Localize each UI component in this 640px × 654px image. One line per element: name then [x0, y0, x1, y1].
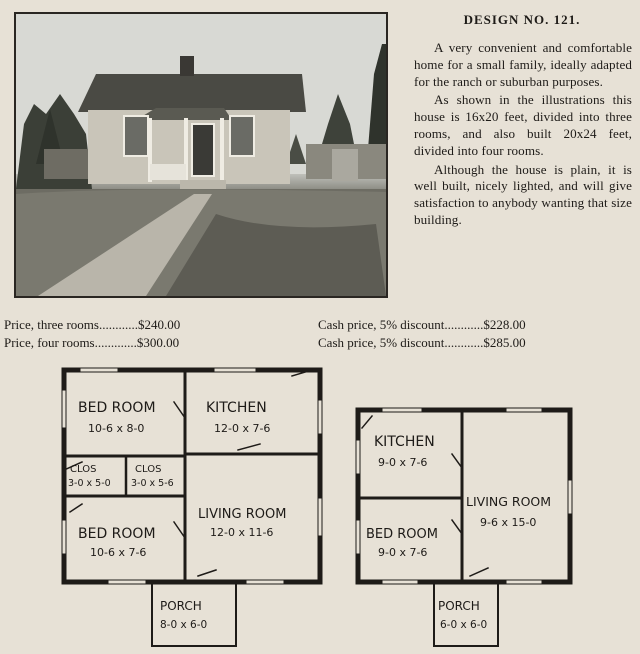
closet-1-name: CLOS [70, 464, 97, 475]
living-room-name: LIVING ROOM [466, 494, 552, 509]
closet-2-name: CLOS [135, 464, 162, 475]
price-value: $300.00 [136, 335, 180, 350]
description-paragraph: Although the house is plain, it is well built, nicely lighted, and will give satisfaction to anybody wanting that size building. [414, 161, 632, 227]
porch-size: 6-0 x 6-0 [440, 619, 488, 631]
cash-price-label: Cash price, 5% discount [318, 317, 445, 332]
cash-price-row [318, 335, 526, 351]
bedroom-name: BED ROOM [366, 527, 438, 542]
closet-1-size: 3-0 x 5-0 [68, 478, 111, 489]
bedroom-2-size: 10-6 x 7-6 [90, 546, 147, 559]
cash-price-row [318, 317, 526, 333]
house-photo [14, 12, 388, 298]
bedroom-1-size: 10-6 x 8-0 [88, 422, 145, 435]
design-description [414, 40, 632, 231]
bedroom-size: 9-0 x 7-6 [378, 546, 428, 559]
porch-size: 8-0 x 6-0 [160, 619, 208, 631]
kitchen-size: 12-0 x 7-6 [214, 422, 271, 435]
price-dots: ............. [94, 335, 137, 350]
design-title: DESIGN NO. 121. [463, 12, 581, 27]
cash-price-dots: ............ [444, 317, 484, 332]
living-room-name: LIVING ROOM [198, 507, 287, 522]
porch-name: PORCH [160, 599, 202, 613]
price-label: Price, three rooms [4, 317, 99, 332]
price-row [4, 335, 179, 351]
price-row [4, 317, 180, 333]
living-room-size: 12-0 x 11-6 [210, 526, 274, 539]
cash-price-value: $285.00 [483, 335, 526, 350]
kitchen-size: 9-0 x 7-6 [378, 456, 428, 469]
kitchen-name: KITCHEN [374, 434, 435, 450]
bedroom-2-name: BED ROOM [78, 526, 156, 542]
price-label: Price, four rooms [4, 335, 95, 350]
description-paragraph: As shown in the illustrations this house is 16x20 feet, divided into three rooms, and also built 20x24 feet, divided into four rooms. [414, 92, 632, 158]
closet-2-size: 3-0 x 5-6 [131, 478, 174, 489]
porch-name: PORCH [438, 599, 480, 613]
description-paragraph: A very convenient and comfortable home for a small family, ideally adapted for the ranch or suburban purposes. [414, 40, 632, 89]
price-dots: ............ [98, 317, 138, 332]
price-value: $240.00 [137, 317, 181, 332]
cash-price-dots: ............ [444, 335, 484, 350]
cash-price-label: Cash price, 5% discount [318, 335, 445, 350]
living-room-size: 9-6 x 15-0 [480, 516, 537, 529]
bedroom-1-name: BED ROOM [78, 400, 156, 416]
floor-plans [0, 362, 640, 654]
cash-price-value: $228.00 [483, 317, 526, 332]
kitchen-name: KITCHEN [206, 400, 267, 416]
